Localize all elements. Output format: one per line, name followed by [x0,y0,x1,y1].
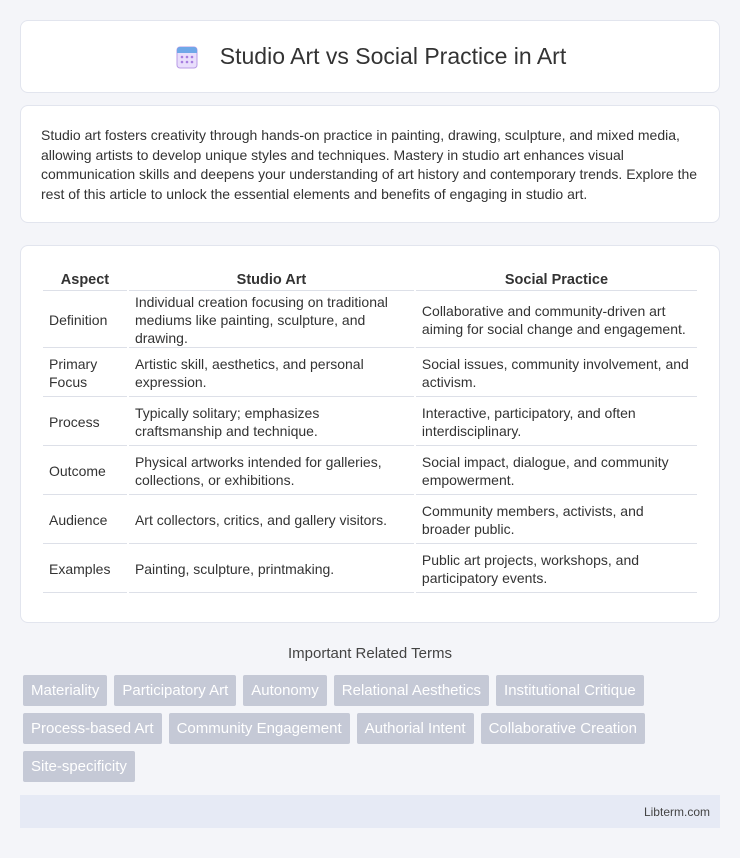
tag-process-based-art[interactable]: Process-based Art [23,713,162,744]
footer [20,795,720,828]
tag-community-engagement[interactable]: Community Engagement [169,713,350,744]
tag-materiality[interactable]: Materiality [23,675,107,706]
cell-aspect: Outcome [43,448,127,495]
intro-card [20,105,720,223]
cell-studio-art: Typically solitary; emphasizes craftsmanship and technique. [129,399,414,446]
cell-aspect: Examples [43,546,127,593]
comparison-table [41,266,699,595]
header-aspect: Aspect [43,268,127,291]
header-studio-art: Studio Art [129,268,414,291]
related-terms-tags [23,675,723,782]
table-row [43,546,697,593]
related-terms-title: Important Related Terms [288,645,452,662]
tag-relational-aesthetics[interactable]: Relational Aesthetics [334,675,489,706]
cell-social-practice: Social impact, dialogue, and community empowerment. [416,448,697,495]
tag-participatory-art[interactable]: Participatory Art [114,675,236,706]
cell-studio-art: Individual creation focusing on traditional mediums like painting, sculpture, and drawing. [129,293,414,348]
cell-studio-art: Painting, sculpture, printmaking. [129,546,414,593]
cell-social-practice: Public art projects, workshops, and participatory events. [416,546,697,593]
table-row [43,350,697,397]
cell-social-practice: Interactive, participatory, and often interdisciplinary. [416,399,697,446]
cell-aspect: Process [43,399,127,446]
calendar-grid-icon [174,44,200,70]
cell-studio-art: Physical artworks intended for galleries, collections, or exhibitions. [129,448,414,495]
cell-social-practice: Collaborative and community-driven art aiming for social change and engagement. [416,293,697,348]
tag-site-specificity[interactable]: Site-specificity [23,751,135,782]
table-row [43,399,697,446]
comparison-table-card [20,245,720,623]
tag-autonomy[interactable]: Autonomy [243,675,327,706]
table-row [43,293,697,348]
tag-collaborative-creation[interactable]: Collaborative Creation [481,713,645,744]
title-wrap [174,43,566,70]
cell-aspect: Primary Focus [43,350,127,397]
table-row [43,497,697,544]
footer-site-link[interactable]: Libterm.com [643,804,710,819]
cell-social-practice: Social issues, community involvement, and activism. [416,350,697,397]
header-card [20,20,720,93]
header-social-practice: Social Practice [416,268,697,291]
cell-studio-art: Artistic skill, aesthetics, and personal expression. [129,350,414,397]
intro-text: Studio art fosters creativity through hands-on practice in painting, drawing, sculpture, and mixed media, allowing artists to develop unique styles and techniques. Mastery in studio art enhances visual communication skills and deepens your understanding of art history and contemporary trends. Explore the rest of this article to unlock the essential elements and benefits of engaging in studio art. [41,127,698,202]
cell-aspect: Definition [43,293,127,348]
cell-social-practice: Community members, activists, and broader public. [416,497,697,544]
cell-studio-art: Art collectors, critics, and gallery visitors. [129,497,414,544]
cell-aspect: Audience [43,497,127,544]
page-title: Studio Art vs Social Practice in Art [219,43,567,69]
table-header-row [43,268,697,291]
tag-institutional-critique[interactable]: Institutional Critique [496,675,644,706]
table-row [43,448,697,495]
tag-authorial-intent[interactable]: Authorial Intent [357,713,474,744]
